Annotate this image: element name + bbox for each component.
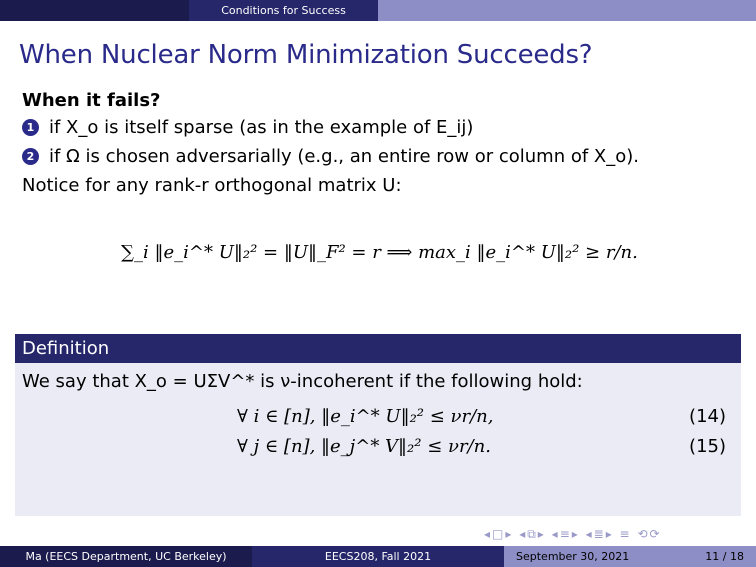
fails-heading: When it fails? <box>22 90 161 111</box>
nav-search-icon[interactable]: ⟲⟳ <box>637 527 662 541</box>
item-number: 2 <box>22 148 39 165</box>
equation-row <box>22 436 734 466</box>
equation-text: ∀ j ∈ [n], ‖e_j^* V‖₂² ≤ νr/n. <box>237 436 491 457</box>
footer-course: EECS208, Fall 2021 <box>252 546 504 567</box>
header-right <box>378 0 756 21</box>
footer-bar <box>0 546 756 567</box>
definition-title: Definition <box>15 334 741 363</box>
equation-row <box>22 406 734 436</box>
nav-subsection-icon[interactable]: ◂⧉▸ <box>519 527 546 541</box>
header-section[interactable]: Conditions for Success <box>189 0 378 21</box>
footer-author: Ma (EECS Department, UC Berkeley) <box>0 546 252 567</box>
footer-date: September 30, 2021 <box>516 550 630 563</box>
definition-block <box>15 334 741 516</box>
slide-content <box>22 90 737 263</box>
item-text: if Ω is chosen adversarially (e.g., an entire row or column of X_o). <box>49 146 639 167</box>
header-bar <box>0 0 756 21</box>
nav-doc-icon[interactable]: ◂≣▸ <box>585 527 614 541</box>
definition-body <box>15 363 741 474</box>
nav-section-icon[interactable]: ◂≡▸ <box>551 527 580 541</box>
definition-lead: We say that X_o = UΣV^* is ν-incoherent if the following hold: <box>22 371 583 392</box>
equation-number: (15) <box>689 436 726 457</box>
header-left <box>0 0 189 21</box>
footer-page: 11 / 18 <box>705 550 744 563</box>
equation-text: ∀ i ∈ [n], ‖e_i^* U‖₂² ≤ νr/n, <box>237 406 494 427</box>
list-item <box>22 146 737 167</box>
slide-title: When Nuclear Norm Minimization Succeeds? <box>19 40 593 70</box>
list-item <box>22 117 737 138</box>
equation-number: (14) <box>689 406 726 427</box>
display-equation: ∑_i ‖e_i^* U‖₂² = ‖U‖_F² = r ⟹ max_i ‖e_i^* U‖₂² ≥ r/n. <box>121 242 638 263</box>
footer-date-page <box>504 546 756 567</box>
item-number: 1 <box>22 119 39 136</box>
item-text: if X_o is itself sparse (as in the example of E_ij) <box>49 117 474 138</box>
notice-text: Notice for any rank-r orthogonal matrix U: <box>22 175 402 196</box>
nav-align-icon[interactable]: ≡ <box>619 527 632 541</box>
navigation-symbols[interactable] <box>484 527 662 542</box>
nav-frame-icon[interactable]: ◂□▸ <box>484 527 514 541</box>
